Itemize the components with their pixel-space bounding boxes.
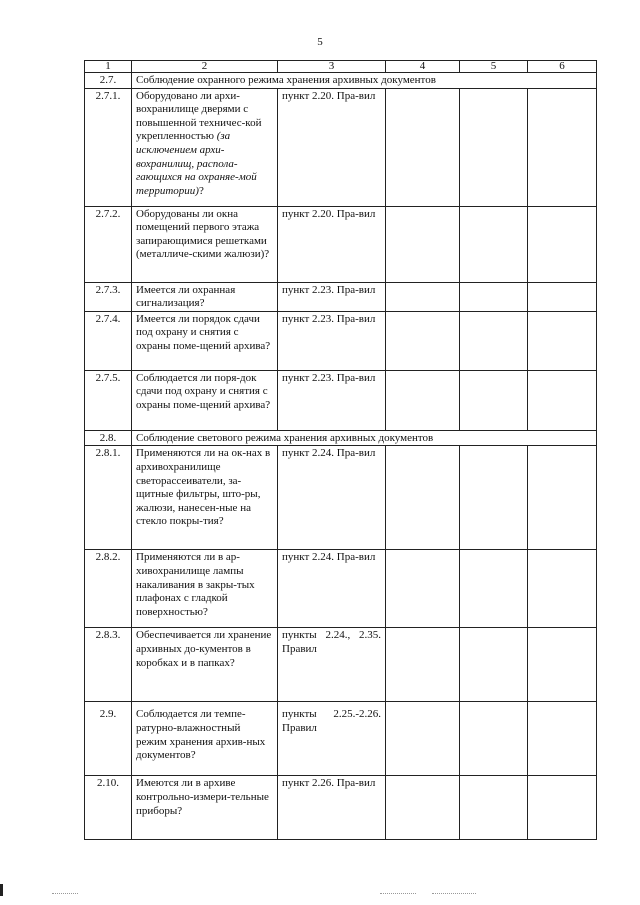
- footer-dotted-line: [52, 893, 78, 895]
- table-row: [85, 311, 597, 370]
- reference-cell: пункты 2.25.-2.26. Правил: [278, 702, 386, 776]
- header-cell: 2: [132, 61, 278, 73]
- reference-cell: пункт 2.24. Пра-вил: [278, 446, 386, 550]
- table-row: [85, 776, 597, 840]
- section-row: [85, 430, 597, 446]
- question-note: (за исключением архи-вохранилищ, распола-гающихся на охраняе-мой территории): [136, 130, 257, 197]
- table-row: [85, 628, 597, 702]
- question-cell: Соблюдается ли поря-док сдачи под охрану и снятия с охраны поме-щений архива?: [132, 370, 278, 430]
- reference-cell: пункт 2.23. Пра-вил: [278, 311, 386, 370]
- answer-cell: [386, 550, 460, 628]
- reference-cell: пункт 2.20. Пра-вил: [278, 88, 386, 206]
- answer-cell: [460, 628, 528, 702]
- section-row: [85, 73, 597, 89]
- row-number: 2.7.: [85, 73, 132, 89]
- answer-cell: [460, 88, 528, 206]
- reference-cell: пункт 2.24. Пра-вил: [278, 550, 386, 628]
- row-number: 2.7.2.: [85, 206, 132, 282]
- answer-cell: [386, 311, 460, 370]
- table-row: [85, 282, 597, 311]
- row-number: 2.8.1.: [85, 446, 132, 550]
- answer-cell: [386, 628, 460, 702]
- question-text: Оборудовано ли архи-вохранилище дверями с повышенной техничес-кой укрепленностью: [136, 89, 262, 143]
- question-cell: Обеспечивается ли хранение архивных до-кументов в коробках и в папках?: [132, 628, 278, 702]
- answer-cell: [460, 776, 528, 840]
- question-cell: Применяются ли в ар-хивохранилище лампы накаливания в закры-тых плафонах с гладкой поверхностью?: [132, 550, 278, 628]
- header-cell: 6: [528, 61, 597, 73]
- header-cell: 5: [460, 61, 528, 73]
- checklist-table: [84, 60, 597, 840]
- question-cell: Оборудованы ли окна помещений первого этажа запирающимися решетками (металличе-скими жалюзи)?: [132, 206, 278, 282]
- table-row: [85, 550, 597, 628]
- answer-cell: [528, 776, 597, 840]
- section-title: Соблюдение охранного режима хранения архивных документов: [132, 73, 597, 89]
- answer-cell: [460, 311, 528, 370]
- section-title: Соблюдение светового режима хранения архивных документов: [132, 430, 597, 446]
- answer-cell: [386, 282, 460, 311]
- answer-cell: [528, 370, 597, 430]
- row-number: 2.10.: [85, 776, 132, 840]
- answer-cell: [528, 206, 597, 282]
- answer-cell: [386, 776, 460, 840]
- row-number: 2.7.3.: [85, 282, 132, 311]
- footer-dotted-line: [432, 893, 476, 895]
- reference-cell: пункт 2.23. Пра-вил: [278, 370, 386, 430]
- answer-cell: [386, 88, 460, 206]
- table-row: [85, 446, 597, 550]
- answer-cell: [460, 550, 528, 628]
- reference-cell: пункт 2.26. Пра-вил: [278, 776, 386, 840]
- row-number: 2.8.: [85, 430, 132, 446]
- answer-cell: [460, 206, 528, 282]
- question-cell: Соблюдается ли темпе-ратурно-влажностный режим хранения архив-ных документов?: [132, 702, 278, 776]
- answer-cell: [460, 370, 528, 430]
- answer-cell: [460, 702, 528, 776]
- question-tail: ?: [198, 184, 204, 197]
- reference-cell: пункт 2.20. Пра-вил: [278, 206, 386, 282]
- row-number: 2.8.3.: [85, 628, 132, 702]
- table-row: [85, 88, 597, 206]
- answer-cell: [386, 206, 460, 282]
- answer-cell: [528, 446, 597, 550]
- question-cell: Имеется ли порядок сдачи под охрану и снятия с охраны поме-щений архива?: [132, 311, 278, 370]
- header-cell: 1: [85, 61, 132, 73]
- reference-cell: пункт 2.23. Пра-вил: [278, 282, 386, 311]
- answer-cell: [528, 311, 597, 370]
- answer-cell: [460, 282, 528, 311]
- answer-cell: [386, 446, 460, 550]
- table-row: [85, 702, 597, 776]
- row-number: 2.9.: [85, 702, 132, 776]
- header-cell: 4: [386, 61, 460, 73]
- answer-cell: [528, 282, 597, 311]
- question-cell: [132, 88, 278, 206]
- table-row: [85, 370, 597, 430]
- header-row: [85, 61, 597, 73]
- footer-dotted-line: [380, 893, 416, 895]
- reference-cell: пункты 2.24., 2.35. Правил: [278, 628, 386, 702]
- question-cell: Имеется ли охранная сигнализация?: [132, 282, 278, 311]
- question-cell: Применяются ли на ок-нах в архивохранилище светорассеиватели, за-щитные фильтры, што-ры, жалюзи, нанесен-ные на стекло покры-тия?: [132, 446, 278, 550]
- answer-cell: [386, 702, 460, 776]
- row-number: 2.7.4.: [85, 311, 132, 370]
- answer-cell: [528, 550, 597, 628]
- header-cell: 3: [278, 61, 386, 73]
- scan-edge-mark: [0, 884, 3, 896]
- question-cell: Имеются ли в архиве контрольно-измери-тельные приборы?: [132, 776, 278, 840]
- row-number: 2.8.2.: [85, 550, 132, 628]
- page-number: 5: [317, 36, 323, 48]
- row-number: 2.7.1.: [85, 88, 132, 206]
- answer-cell: [528, 628, 597, 702]
- answer-cell: [460, 446, 528, 550]
- answer-cell: [528, 702, 597, 776]
- answer-cell: [528, 88, 597, 206]
- table-row: [85, 206, 597, 282]
- row-number: 2.7.5.: [85, 370, 132, 430]
- answer-cell: [386, 370, 460, 430]
